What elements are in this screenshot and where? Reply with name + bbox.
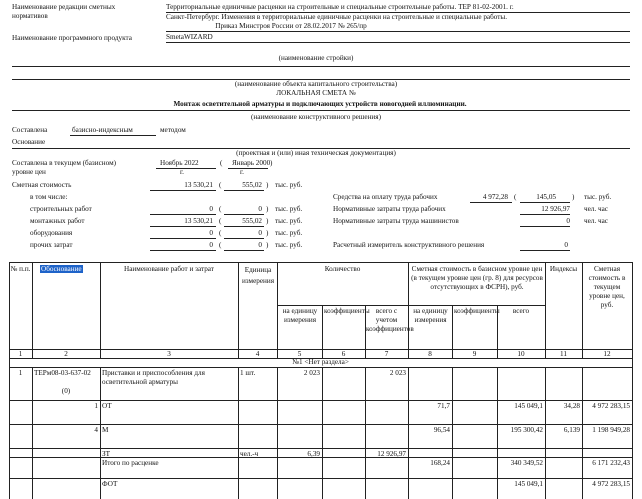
underline xyxy=(520,214,570,215)
underline xyxy=(470,202,512,203)
labor-funds-current: 4 972,28 xyxy=(482,193,508,201)
cell-border xyxy=(32,448,33,457)
work-title: Монтаж осветительной арматуры и подключающих устройств новогодней иллюминации. xyxy=(173,100,467,108)
paren-open: ( xyxy=(219,229,222,237)
edition-value-line-2: Санкт-Петербург. Изменения в территориальные единичные расценки на строительные и специальные работы. xyxy=(166,13,508,21)
cell-index: 34,28 xyxy=(563,402,580,410)
underline xyxy=(520,250,570,251)
underline xyxy=(582,262,583,358)
cell-cost-unit: 168,24 xyxy=(430,459,450,467)
column-number: 7 xyxy=(384,350,389,358)
cell-qty-unit: 6,39 xyxy=(307,450,320,458)
labor-machinists-label: Нормативные затраты труда машинистов xyxy=(333,217,459,225)
cost-row-current: 0 xyxy=(209,229,213,237)
cell-border xyxy=(100,448,101,457)
paren-close: ) xyxy=(266,229,269,237)
cell-border xyxy=(238,448,239,457)
cell-border xyxy=(322,448,323,457)
header-basis[interactable] xyxy=(40,265,83,274)
cell-border xyxy=(32,400,33,424)
cell-border xyxy=(277,367,278,400)
cell-border xyxy=(32,457,33,478)
column-number: 11 xyxy=(560,350,567,358)
cell-cost-total: 145 049,1 xyxy=(514,480,543,488)
cost-row-label: монтажных работ xyxy=(30,217,85,225)
underline xyxy=(277,305,408,306)
cell-border xyxy=(545,457,546,478)
underline xyxy=(408,262,409,358)
cell-border xyxy=(452,424,453,448)
cost-row-current: 0 xyxy=(209,241,213,249)
cell-border xyxy=(497,457,498,478)
cell-name: ФОТ xyxy=(102,480,118,488)
cell-border xyxy=(32,424,33,448)
cell-border xyxy=(238,424,239,448)
cell-border xyxy=(582,400,583,424)
row-border xyxy=(9,478,632,479)
paren-close: ) xyxy=(266,217,269,225)
paren-open: ( xyxy=(219,217,222,225)
cell-basis-sub: (0) xyxy=(61,387,71,395)
underline xyxy=(520,226,570,227)
header-unit: Единица измерения xyxy=(241,266,275,285)
composed-underline xyxy=(70,135,156,136)
software-value: SmetaWIZARD xyxy=(166,33,213,41)
year-suffix-current: г. xyxy=(180,168,184,176)
cost-row-current: 13 530,21 xyxy=(184,217,213,225)
cell-name: М xyxy=(102,426,109,434)
cell-border xyxy=(497,448,498,457)
header-cost: Сметная стоимость в базисном уровне цен (в текущем уровне цен (гр. 8) для ресурсов отсутствующих в ФСРН), руб. xyxy=(411,265,543,291)
cell-name: Приставки и приспособления для осветительной арматуры xyxy=(102,369,205,386)
cost-row-underline xyxy=(224,238,264,239)
cost-row-label: оборудования xyxy=(30,229,73,237)
edition-value-line-1: Территориальные единичные расценки на строительные и специальные строительные работы. ТЕР 81-02-2001. г. xyxy=(166,3,514,11)
labor-funds-unit: тыс. руб. xyxy=(584,193,612,201)
cell-border xyxy=(365,478,366,499)
paren-open: ( xyxy=(219,241,222,249)
edition-value-line-3: Приказ Минстроя России от 28.02.2017 № 265/пр xyxy=(215,22,367,30)
construction-underline xyxy=(12,66,630,67)
paren-close: ) xyxy=(266,181,269,189)
total-cost-unit: тыс. руб. xyxy=(275,181,303,189)
cell-border xyxy=(322,457,323,478)
column-number: 1 xyxy=(18,350,23,358)
header-current-cost: Сметная стоимость в текущем уровне цен, руб. xyxy=(588,265,626,309)
cell-border xyxy=(582,424,583,448)
header-num: № п.п. xyxy=(10,265,31,273)
cell-border xyxy=(277,457,278,478)
cell-border xyxy=(100,424,101,448)
cell-qty-unit: 2 023 xyxy=(303,369,320,377)
cell-border xyxy=(238,478,239,499)
cell-border xyxy=(452,478,453,499)
object-caption: (наименование объекта капитального строительства) xyxy=(234,80,398,88)
cell-border xyxy=(408,400,409,424)
column-number: 10 xyxy=(517,350,525,358)
header-cost-per-unit: на единицу измерения xyxy=(413,307,448,324)
cell-border xyxy=(408,367,409,400)
edition-label: Наименование редакции сметных нормативов xyxy=(12,3,116,20)
cell-border xyxy=(545,400,546,424)
cost-row-underline xyxy=(150,238,216,239)
cell-border xyxy=(452,448,453,457)
cell-border xyxy=(582,448,583,457)
paren-close: ) xyxy=(266,205,269,213)
cell-border xyxy=(545,478,546,499)
cell-unit: чел.-ч xyxy=(240,450,259,458)
cell-border xyxy=(408,424,409,448)
column-number: 2 xyxy=(64,350,68,358)
base-period: Январь 2000 xyxy=(232,159,271,167)
cell-border xyxy=(277,400,278,424)
header-qty-coef: коэффициенты xyxy=(324,307,370,315)
cell-border xyxy=(277,424,278,448)
total-base-underline xyxy=(224,190,264,191)
total-cost-current: 13 530,21 xyxy=(184,181,213,189)
cell-current: 4 972 283,15 xyxy=(592,480,630,488)
doc-title: ЛОКАЛЬНАЯ СМЕТА № xyxy=(276,89,356,97)
paren-open: ( xyxy=(514,193,517,201)
cell-border xyxy=(408,448,409,457)
cost-row-underline xyxy=(150,226,216,227)
cell-border xyxy=(582,457,583,478)
cell-basis: ТЕРм08-03-637-02 xyxy=(34,369,91,377)
cell-name: ЗТ xyxy=(102,450,110,458)
cell-border xyxy=(238,400,239,424)
paren-open: ( xyxy=(219,181,222,189)
underline xyxy=(9,262,632,263)
labor-workers-label: Нормативные затраты труда рабочих xyxy=(333,205,446,213)
cost-row-unit: тыс. руб. xyxy=(275,217,303,225)
cell-border xyxy=(545,448,546,457)
current-period: Ноябрь 2022 xyxy=(160,159,199,167)
labor-funds-base: 145,05 xyxy=(536,193,556,201)
underline xyxy=(408,305,545,306)
cell-name: Итого по расценке xyxy=(102,459,159,467)
header-index: Индексы xyxy=(549,265,578,273)
cell-border xyxy=(545,367,546,400)
cell-border xyxy=(322,478,323,499)
composed-suffix: методом xyxy=(160,126,186,134)
current-prices-label: Составлена в текущем (базисном) xyxy=(12,159,117,167)
row-border xyxy=(9,424,632,425)
paren-close: ) xyxy=(572,193,575,201)
cell-border xyxy=(452,400,453,424)
header-qty-total: всего с учетом коэффициентов xyxy=(366,307,414,333)
header-name: Наименование работ и затрат xyxy=(124,265,214,273)
column-number: 3 xyxy=(167,350,171,358)
cell-border xyxy=(497,367,498,400)
cell-border xyxy=(452,367,453,400)
cost-row-underline xyxy=(150,214,216,215)
paren-close: ) xyxy=(266,241,269,249)
labor-funds-label: Средства на оплату труда рабочих xyxy=(333,193,438,201)
underline xyxy=(632,262,633,499)
cell-border xyxy=(497,400,498,424)
cost-row-base: 0 xyxy=(258,229,262,237)
cell-unit: 1 шт. xyxy=(240,369,256,377)
cell-border xyxy=(322,400,323,424)
cell-current: 1 198 949,28 xyxy=(592,426,630,434)
paren-open: ( xyxy=(219,205,222,213)
cell-border xyxy=(365,448,366,457)
cell-cost-total: 145 049,1 xyxy=(514,402,543,410)
structure-caption: (наименование конструктивного решения) xyxy=(251,113,381,121)
cost-row-unit: тыс. руб. xyxy=(275,229,303,237)
row-border xyxy=(9,448,632,449)
meter-value: 0 xyxy=(564,241,568,249)
work-title-underline xyxy=(12,110,630,111)
row-border xyxy=(9,400,632,401)
cost-row-label: прочих затрат xyxy=(30,241,73,249)
cell-border xyxy=(238,367,239,400)
header-quantity: Количество xyxy=(324,265,361,273)
cell-border xyxy=(452,457,453,478)
cell-border xyxy=(545,424,546,448)
underline xyxy=(520,202,570,203)
cell-basis: 4 xyxy=(94,426,98,434)
underline xyxy=(277,262,278,358)
cell-name: ОТ xyxy=(102,402,112,410)
cell-border xyxy=(365,457,366,478)
underline xyxy=(100,262,101,358)
column-number: 4 xyxy=(255,350,260,358)
including-label: в том числе: xyxy=(30,193,68,201)
cell-border xyxy=(100,478,101,499)
underline xyxy=(9,262,10,499)
base-period-underline xyxy=(228,168,268,169)
header-cost-coef: коэффициенты xyxy=(454,307,500,315)
paren-open: ( xyxy=(220,159,223,167)
header-qty-per-unit: на единицу измерения xyxy=(282,307,318,324)
construction-caption: (наименование стройки) xyxy=(278,54,354,62)
cost-row-underline xyxy=(150,250,216,251)
labor-machinists-unit: чел. час xyxy=(584,217,608,225)
cell-border xyxy=(100,367,101,400)
cost-row-underline xyxy=(224,250,264,251)
cell-border xyxy=(277,448,278,457)
software-underline xyxy=(166,42,630,43)
column-number: 12 xyxy=(603,350,611,358)
cell-border xyxy=(100,457,101,478)
cell-border xyxy=(582,478,583,499)
header-cost-total: всего xyxy=(512,307,530,315)
cell-border xyxy=(100,400,101,424)
cell-cost-unit: 96,54 xyxy=(433,426,450,434)
underline: Обоснование xyxy=(41,265,82,273)
total-cost-label: Сметная стоимость xyxy=(12,181,72,189)
cell-border xyxy=(497,478,498,499)
column-number: 9 xyxy=(472,350,477,358)
cell-border xyxy=(277,478,278,499)
cell-num: 1 xyxy=(18,369,23,377)
cell-border xyxy=(365,400,366,424)
cell-qty-total: 2 023 xyxy=(389,369,406,377)
cell-cost-unit: 71,7 xyxy=(437,402,450,410)
current-prices-label-2: уровне цен xyxy=(12,168,46,176)
cell-border xyxy=(582,367,583,400)
cell-border xyxy=(497,424,498,448)
cost-row-base: 0 xyxy=(258,241,262,249)
cost-row-unit: тыс. руб. xyxy=(275,205,303,213)
cell-border xyxy=(322,424,323,448)
cell-basis: 1 xyxy=(94,402,98,410)
cell-border xyxy=(322,367,323,400)
cost-row-label: строительных работ xyxy=(30,205,92,213)
cost-row-base: 0 xyxy=(258,205,262,213)
section-label: №1 <Нет раздела> xyxy=(292,358,349,366)
cost-row-base: 555,02 xyxy=(242,217,262,225)
software-label: Наименование программного продукта xyxy=(12,34,132,42)
basis-label: Основание xyxy=(12,138,46,146)
project-caption: (проектная и (или) иная техническая документация) xyxy=(236,149,396,157)
composed-value: базисно-индексным xyxy=(72,126,133,134)
cell-border xyxy=(408,457,409,478)
cell-border xyxy=(365,367,366,400)
underline xyxy=(545,262,546,358)
cell-index: 6,139 xyxy=(563,426,580,434)
column-number: 8 xyxy=(428,350,432,358)
underline xyxy=(238,262,239,358)
cell-current: 6 171 232,43 xyxy=(592,459,630,467)
cell-cost-total: 195 300,42 xyxy=(510,426,543,434)
underline xyxy=(9,367,632,368)
total-current-underline xyxy=(150,190,216,191)
cell-border xyxy=(238,457,239,478)
column-number: 5 xyxy=(297,350,302,358)
meter-label: Расчетный измеритель конструктивного решения xyxy=(333,241,485,249)
cell-border xyxy=(365,424,366,448)
column-number: 6 xyxy=(341,350,346,358)
cost-row-underline xyxy=(224,226,264,227)
underline xyxy=(32,262,33,358)
paren-close: ) xyxy=(270,159,273,167)
edition-underline-2 xyxy=(166,31,630,32)
composed-label: Составлена xyxy=(12,126,48,134)
total-cost-base: 555,02 xyxy=(242,181,262,189)
cost-row-unit: тыс. руб. xyxy=(275,241,303,249)
cell-current: 4 972 283,15 xyxy=(592,402,630,410)
cell-border xyxy=(408,478,409,499)
period-underline xyxy=(156,168,216,169)
year-suffix-base: г. xyxy=(240,168,244,176)
cost-row-underline xyxy=(224,214,264,215)
cell-cost-total: 340 349,52 xyxy=(510,459,543,467)
cell-qty-total: 12 926,97 xyxy=(377,450,406,458)
labor-machinists-value: 0 xyxy=(566,217,570,225)
cell-border xyxy=(32,478,33,499)
labor-workers-value: 12 926,97 xyxy=(541,205,570,213)
cost-row-current: 0 xyxy=(209,205,213,213)
labor-workers-unit: чел. час xyxy=(584,205,608,213)
